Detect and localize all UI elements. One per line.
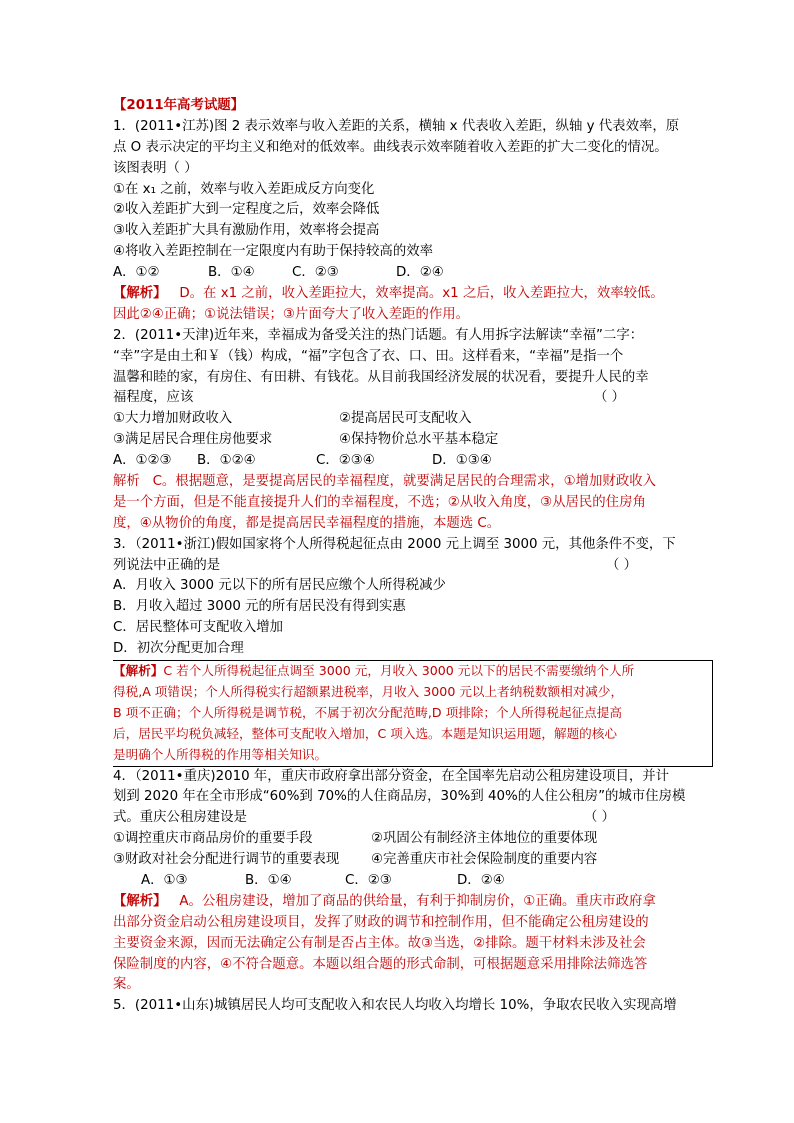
- question-text: “幸”字是由土和￥（钱）构成，“福”字包含了衣、口、田。这样看来，“幸福”是指一个: [113, 348, 624, 364]
- question-text: 福程度，应该 （ ）: [113, 388, 685, 409]
- question-text: 1．(2011•江苏)图 2 表示效率与收入差距的关系，横轴 x 代表收入差距，纵轴 y 代表效率，原: [113, 118, 680, 134]
- statement-item: ④保持物价总水平基本稳定: [339, 432, 499, 448]
- analysis-text: 后，居民平均税负减轻，整体可支配收入增加，C 项入选。本题是知识运用题，解题的核心: [113, 725, 617, 741]
- question-text: 点 O 表示决定的平均主义和绝对的低效率。曲线表示效率随着收入差距的扩大二变化的情况。: [113, 139, 668, 155]
- analysis-text: 得税,A 项错误；个人所得税实行超额累进税率，月收入 3000 元以上者纳税数额相对减少，: [113, 683, 624, 699]
- option-b: B．①④: [245, 872, 292, 888]
- analysis-label: 解析: [113, 474, 140, 490]
- statement-item: ④将收入差距控制在一定限度内有助于保持较高的效率: [113, 244, 433, 260]
- analysis-label: 【解析】: [113, 893, 167, 909]
- statement-item: ②提高居民可支配收入: [339, 411, 472, 427]
- statement-row: [113, 850, 685, 871]
- analysis-label: 【解析】: [113, 663, 164, 679]
- question-text: 温馨和睦的家，有房住、有田耕、有钱花。从目前我国经济发展的状况看，要提升人民的幸: [113, 369, 649, 385]
- option-a: A．①②③: [113, 453, 172, 469]
- analysis-box: [113, 660, 713, 766]
- option-b: B．①④: [208, 265, 255, 281]
- question-1: [113, 117, 685, 326]
- option-a: A．①②: [113, 265, 160, 281]
- statement-item: ③满足居民合理住房他要求: [113, 432, 273, 448]
- analysis-text: 案。: [113, 977, 140, 993]
- analysis-text: 出部分资金启动公租房建设项目，发挥了财政的调节和控制作用，但不能确定公租房建设的: [113, 914, 649, 930]
- analysis-text: 保险制度的内容，④不符合题意。本题以组合题的形式命制，可根据题意采用排除法筛选答: [113, 956, 648, 972]
- question-text: 4．（2011•重庆)2010 年，重庆市政府拿出部分资金，在全国率先启动公租房建设项目，并计: [113, 768, 670, 784]
- statement-row: [113, 430, 685, 451]
- answer-paren: （ ）: [593, 390, 625, 406]
- document-content: [113, 96, 685, 1017]
- statement-row: [113, 409, 685, 430]
- question-3: [113, 535, 685, 767]
- question-text: 2．(2011•天津)近年来，幸福成为备受关注的热门话题。有人用拆字法解读“幸福”二字：: [113, 327, 644, 343]
- statement-item: ④完善重庆市社会保险制度的重要内容: [371, 852, 598, 868]
- analysis-text: 解析 C。根据题意，是要提高居民的幸福程度，就要满足居民的合理需求，①增加财政收入: [113, 474, 656, 490]
- statement-item: ①大力增加财政收入: [113, 411, 233, 427]
- statement-row: [113, 829, 685, 850]
- statement-item: ②收入差距扩大到一定程度之后，效率会降低: [113, 202, 380, 218]
- answer-paren: （ ）: [605, 557, 637, 573]
- question-text: 列说法中正确的是 （ ）: [113, 556, 685, 577]
- option-a: A．①③: [141, 872, 188, 888]
- option-d: D．初次分配更加合理: [113, 641, 244, 657]
- statement-item: ②巩固公有制经济主体地位的重要体现: [371, 831, 598, 847]
- question-text: 式。重庆公租房建设是 （ ）: [113, 808, 685, 829]
- analysis-text: B 项不正确；个人所得税是调节税，不属于初次分配范畴,D 项排除；个人所得税起征点提高: [113, 704, 622, 720]
- answer-options: [113, 871, 685, 892]
- analysis-text: 【解析】 A。公租房建设，增加了商品的供给量，有利于抑制房价，①正确。重庆市政府拿: [113, 893, 656, 909]
- answer-options: [113, 451, 685, 472]
- answer-paren: （ ）: [583, 810, 615, 826]
- option-c: C．②③: [292, 265, 339, 281]
- option-c: C．②③: [345, 872, 392, 888]
- analysis-text: 【解析】C 若个人所得税起征点调至 3000 元，月收入 3000 元以下的居民不需要缴纳个人所: [113, 663, 635, 679]
- question-4: [113, 767, 685, 997]
- option-d: D．②④: [396, 265, 444, 281]
- question-2: [113, 326, 685, 535]
- option-c: C．居民整体可支配收入增加: [113, 620, 284, 636]
- question-text: 5．(2011•山东)城镇居民人均可支配收入和农民人均收入均增长 10%，争取农民收入实现高增: [113, 998, 677, 1014]
- analysis-text: 度，④从物价的角度，都是提高居民幸福程度的措施，本题选 C。: [113, 515, 501, 531]
- answer-options: [113, 263, 685, 284]
- option-b: B．①②④: [197, 453, 256, 469]
- option-d: D．①③④: [432, 453, 492, 469]
- option-d: D．②④: [457, 872, 505, 888]
- question-text: 3．（2011•浙江)假如国家将个人所得税起征点由 2000 元上调至 3000 元，其他条件不变，下: [113, 536, 676, 552]
- analysis-text: 是明确个人所得税的作用等相关知识。: [113, 746, 328, 762]
- option-c: C．②③④: [316, 453, 375, 469]
- question-5: [113, 996, 685, 1017]
- analysis-text: 是一个方面，但是不能直接提升人们的幸福程度，不选；②从收入角度，③从居民的住房角: [113, 494, 646, 510]
- option-b: B．月收入超过 3000 元的所有居民没有得到实惠: [113, 599, 406, 615]
- statement-item: ③收入差距扩大具有激励作用，效率将会提高: [113, 223, 380, 239]
- analysis-text: 因此②④正确；①说法错误；③片面夸大了收入差距的作用。: [113, 306, 470, 322]
- analysis-label: 【解析】: [113, 286, 167, 302]
- analysis-text: 【解析】 D。在 x1 之前，收入差距拉大，效率提高。x1 之后，收入差距拉大，效率较低。: [113, 286, 664, 302]
- statement-item: ①调控重庆市商品房价的重要手段: [113, 831, 313, 847]
- statement-item: ①在 x₁ 之前，效率与收入差距成反方向变化: [113, 181, 375, 197]
- option-a: A．月收入 3000 元以下的所有居民应缴个人所得税减少: [113, 578, 446, 594]
- statement-item: ③财政对社会分配进行调节的重要表现: [113, 852, 340, 868]
- section-title: 【2011年高考试题】: [113, 98, 245, 113]
- analysis-text: 主要资金来源，因而无法确定公有制是否占主体。故③当选，②排除。题干材料未涉及社会: [113, 935, 646, 951]
- question-text: 该图表明（ ）: [113, 160, 198, 176]
- question-text: 划到 2020 年在全市形成“60%到 70%的人住商品房，30%到 40%的人住公租房”的城市住房模: [113, 789, 685, 805]
